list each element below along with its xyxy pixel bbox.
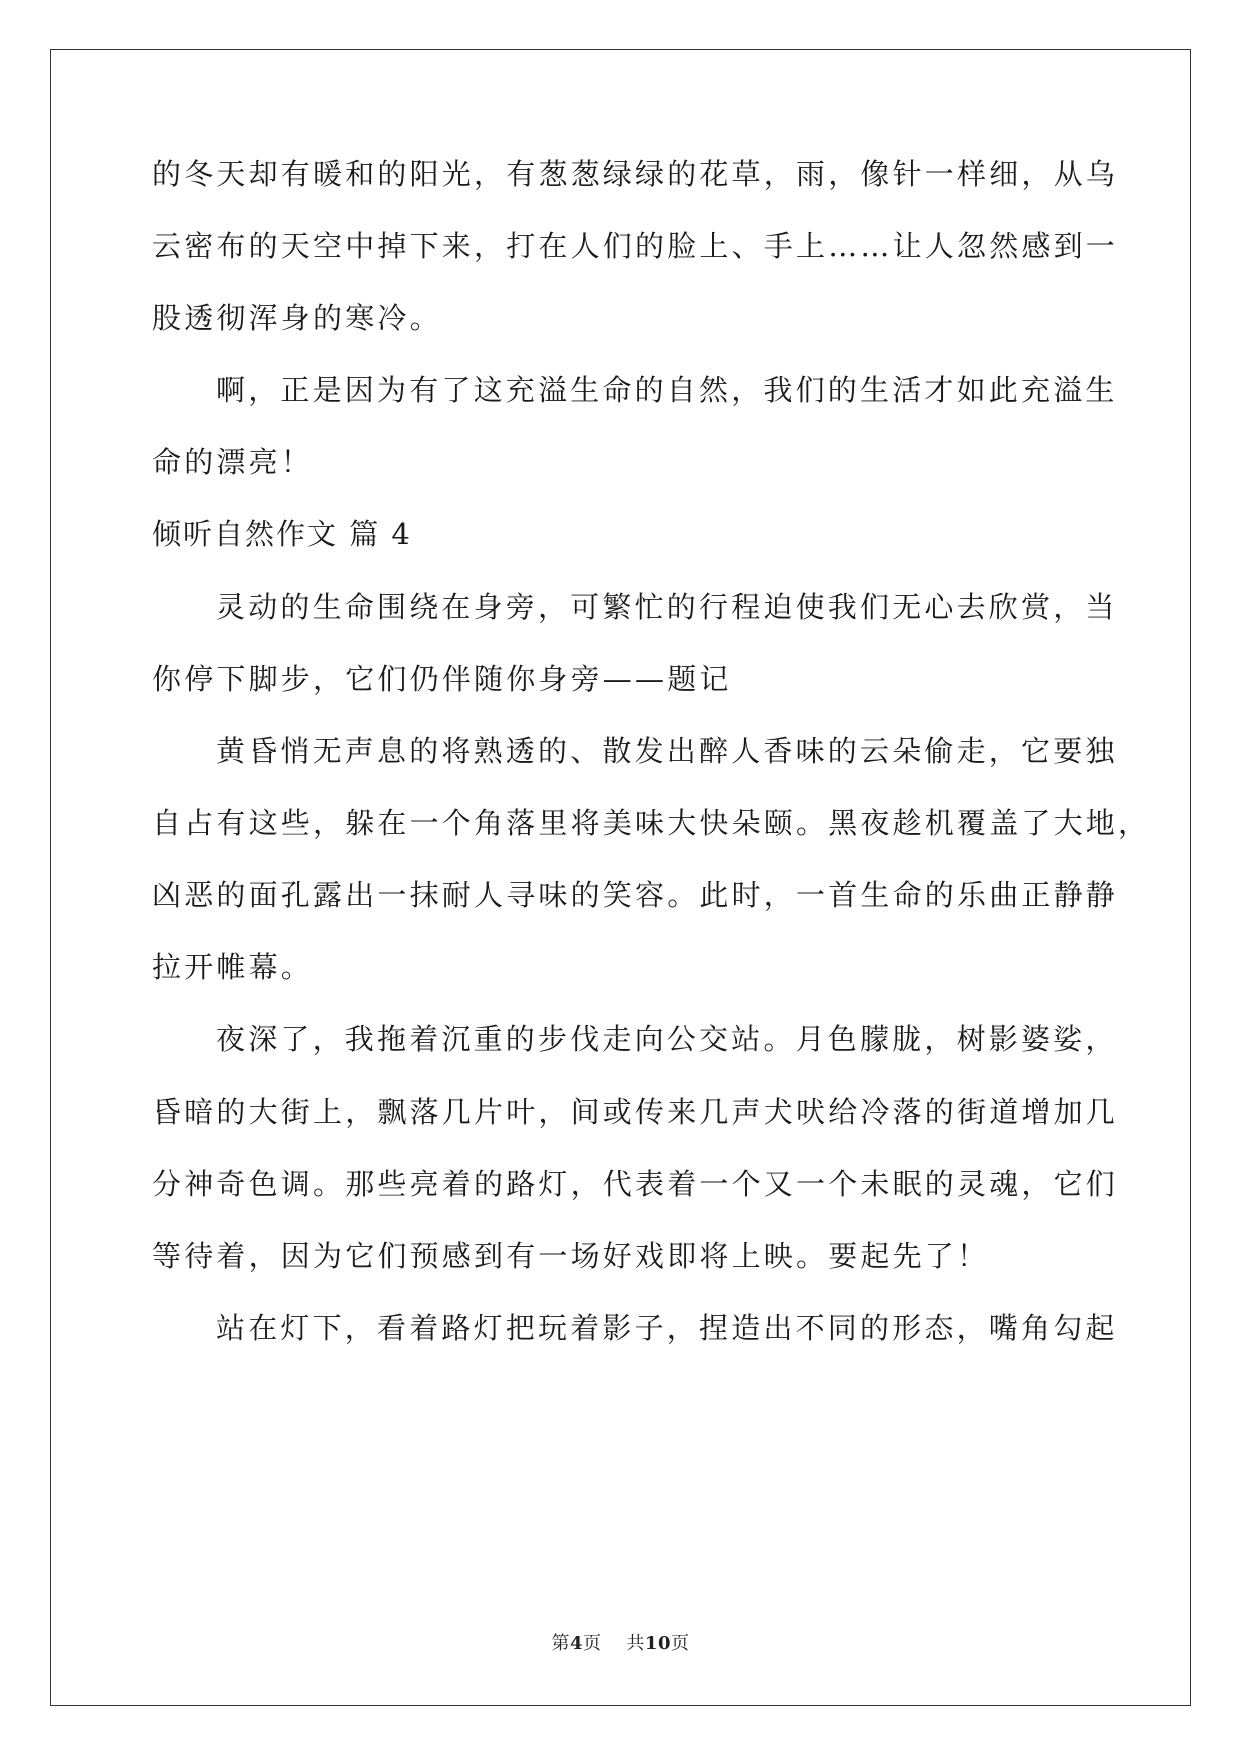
text-line: 等待着，因为它们预感到有一场好戏即将上映。要起先了！ bbox=[152, 1239, 990, 1273]
paragraph-start: 夜深了，我拖着沉重的步伐走向公交站。月色朦胧，树影婆娑， bbox=[216, 1022, 1118, 1056]
paragraph-start: 站在灯下，看着路灯把玩着影子，捏造出不同的形态，嘴角勾起 bbox=[216, 1311, 1118, 1345]
text-line: 自占有这些，躲在一个角落里将美味大快朵颐。黑夜趁机覆盖了大地， bbox=[152, 806, 1151, 840]
paragraph-start: 灵动的生命围绕在身旁，可繁忙的行程迫使我们无心去欣赏，当 bbox=[216, 590, 1118, 624]
page-number-footer bbox=[0, 1629, 1241, 1655]
text-line: 云密布的天空中掉下来，打在人们的脸上、手上……让人忽然感到一 bbox=[152, 229, 1119, 263]
text-line: 拉开帷幕。 bbox=[152, 950, 314, 984]
text-line: 凶恶的面孔露出一抹耐人寻味的笑容。此时，一首生命的乐曲正静静 bbox=[152, 878, 1119, 912]
paragraph-start: 啊，正是因为有了这充溢生命的自然，我们的生活才如此充溢生 bbox=[216, 373, 1118, 407]
text-line: 昏暗的大街上，飘落几片叶，间或传来几声犬吠给冷落的街道增加几 bbox=[152, 1095, 1119, 1129]
page-total: 10 bbox=[644, 1633, 671, 1654]
page-current: 4 bbox=[570, 1633, 584, 1654]
text-line: 股透彻浑身的寒冷。 bbox=[152, 301, 442, 335]
page-mid: 页 共 bbox=[583, 1633, 645, 1654]
page-suffix: 页 bbox=[670, 1633, 690, 1654]
page-prefix: 第 bbox=[551, 1633, 570, 1654]
text-line: 的冬天却有暖和的阳光，有葱葱绿绿的花草，雨，像针一样细，从乌 bbox=[152, 157, 1119, 191]
text-line: 命的漂亮！ bbox=[152, 445, 314, 479]
paragraph-start: 黄昏悄无声息的将熟透的、散发出醉人香味的云朵偷走，它要独 bbox=[216, 734, 1118, 768]
section-heading: 倾听自然作文 篇 4 bbox=[152, 517, 412, 551]
text-line: 你停下脚步，它们仍伴随你身旁——题记 bbox=[152, 662, 732, 696]
text-line: 分神奇色调。那些亮着的路灯，代表着一个又一个未眠的灵魂，它们 bbox=[152, 1167, 1119, 1201]
